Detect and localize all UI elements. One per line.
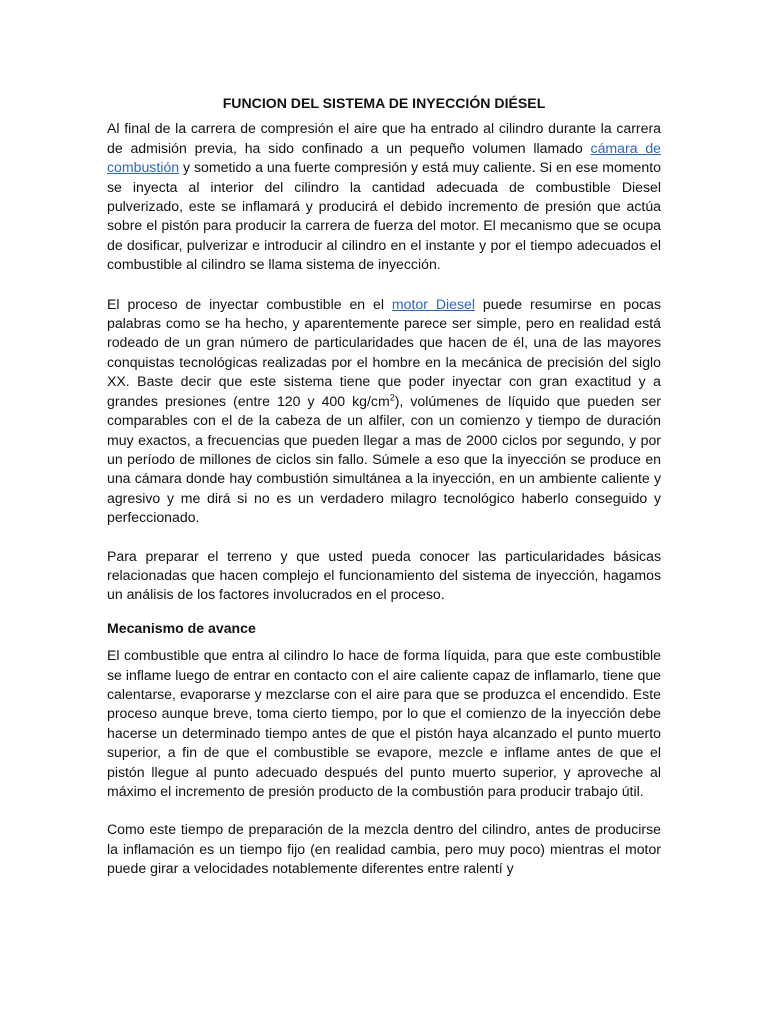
paragraph-proceso	[107, 295, 661, 528]
document-title: FUNCION DEL SISTEMA DE INYECCIÓN DIÉSEL	[222, 95, 546, 111]
superscript-2: 2	[389, 392, 395, 402]
link-camara-de-combustion[interactable]: cámara de combustión	[107, 139, 661, 176]
paragraph-tiempo: Como este tiempo de preparación de la mezcla dentro del cilindro, antes de producirse la inflamación es un tiempo fijo (en realidad cambia, pero muy poco) mientras el motor puede girar a velocidades notablemente diferentes entre ralentí y	[107, 821, 661, 877]
link-motor-diesel[interactable]: motor Diesel	[391, 295, 476, 312]
paragraph-mecanismo: El combustible que entra al cilindro lo hace de forma líquida, para que este combustible se inflame luego de entrar en contacto con el aire caliente capaz de inflamarlo, tiene que calentarse, evaporarse y mezclarse con el aire para que se produzca el encendido. Este proceso aunque breve, toma cierto tiempo, por lo que el comienzo de la inyección debe hacerse un determinado tiempo antes de que el pistón haya alcanzado el punto muerto superior, a fin de que el combustible se evapore, mezcle e inflame antes de que el pistón llegue al punto adecuado después del punto muerto superior, y aproveche al máximo el incremento de presión producto de la combustión para producir trabajo útil.	[107, 647, 661, 799]
paragraph-proceso-text-2: puede resumirse en pocas palabras como se ha hecho, y aparentemente parece ser simple, pero en realidad está rodeado de un gran número de particularidades que hacen de él, una de las mayores conquistas tecnológicas realizadas por el hombre en la mecánica de precisión del siglo XX. Baste decir que este sistema tiene que poder inyectar con gran exactitud y a grandes presiones (entre 120 y 400 kg/cm	[107, 295, 661, 409]
paragraph-intro-text-2: y sometido a una fuerte compresión y está muy caliente. Si en ese momento se inyecta al interior del cilindro la cantidad adecuada de combustible Diesel pulverizado, este se inflamará y producirá el debido incremento de presión que actúa sobre el pistón para producir la carrera de fuerza del motor. El mecanismo que se ocupa de dosificar, pulverizar e introducir al cilindro en el instante y por el tiempo adecuados el combustible al cilindro se llama sistema de inyección.	[107, 159, 661, 273]
paragraph-intro	[107, 119, 661, 274]
paragraph-intro-text-1: Al final de la carrera de compresión el aire que ha entrado al cilindro durante la carrera de admisión previa, ha sido confinado a un pequeño volumen llamado	[107, 120, 661, 156]
paragraph-preparar: Para preparar el terreno y que usted pueda conocer las particularidades básicas relacionadas que hacen complejo el funcionamiento del sistema de inyección, hagamos un análisis de los factores involucrados en el proceso.	[107, 547, 661, 603]
section-heading: Mecanismo de avance	[107, 619, 256, 636]
paragraph-proceso-text-3: ), volúmenes de líquido que pueden ser comparables con el de la cabeza de un alfiler, con un comienzo y tiempo de duración muy exactos, a frecuencias que pueden llegar a mas de 2000 ciclos por segundo, y por un período de millones de ciclos sin fallo. Súmele a eso que la inyección se produce en una cámara donde hay combustión simultánea a la inyección, en un ambiente caliente y agresivo y me dirá si no es un verdadero milagro tecnológico haberlo conseguido y perfeccionado.	[107, 392, 661, 526]
document-page	[107, 94, 661, 879]
paragraph-proceso-text-1: El proceso de inyectar combustible en el	[107, 295, 392, 312]
